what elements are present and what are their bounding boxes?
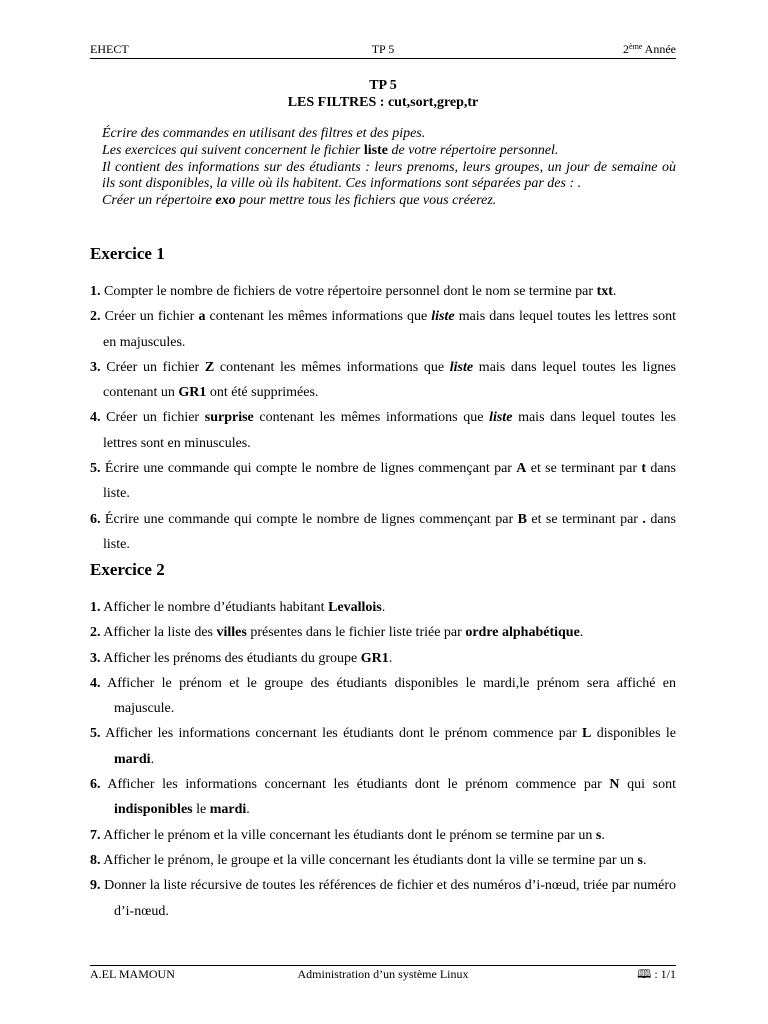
intro-line: Écrire des commandes en utilisant des filtres et des pipes.	[102, 126, 426, 141]
footer-course: Administration d’un système Linux	[297, 967, 469, 981]
list-item: 8. Afficher le prénom, le groupe et la ville concernant les étudiants dont la ville se termine par un s.	[90, 852, 647, 868]
document-subtitle: LES FILTRES : cut,sort,grep,tr	[287, 95, 479, 110]
header-school: EHECT	[90, 42, 129, 56]
intro-line: Il contient des informations sur des étudiants : leurs prenoms, leurs groupes, un jour de semaine où ils sont disponibles, la ville où ils habitent. Ces informations sont séparées par des : .	[102, 159, 676, 192]
list-item: 2. Créer un fichier a contenant les mêmes informations que liste mais dans lequel toutes les lettres sont en majuscules.	[90, 309, 677, 350]
header-tp: TP 5	[371, 42, 395, 56]
exercise-2-list	[90, 595, 676, 924]
list-item: 3. Afficher les prénoms des étudiants du groupe GR1.	[90, 650, 393, 666]
list-item: 6. Afficher les informations concernant les étudiants dont le prénom commence par N qui sont indisponibles le mardi.	[90, 777, 676, 818]
list-item: 3. Créer un fichier Z contenant les mêmes informations que liste mais dans lequel toutes les lignes contenant un GR1 ont été supprimées.	[90, 359, 676, 401]
document-title: TP 5	[369, 78, 397, 93]
exercise-1-list	[90, 279, 676, 557]
list-item: 2. Afficher la liste des villes présentes dans le fichier liste triée par ordre alphabétique.	[90, 625, 584, 641]
list-item: 4. Afficher le prénom et le groupe des étudiants disponibles le mardi,le prénom sera affiché en majuscule.	[90, 675, 676, 717]
intro-line: Créer un répertoire exo pour mettre tous les fichiers que vous créerez.	[102, 193, 497, 209]
footer-page-number: 🕮 : 1/1	[637, 967, 676, 981]
page-footer	[90, 965, 676, 983]
exercise-2-heading: Exercice 2	[90, 560, 165, 579]
header-year: 2ème Année	[623, 42, 676, 56]
list-item: 7. Afficher le prénom et la ville concernant les étudiants dont le prénom se termine par un s.	[90, 827, 605, 843]
list-item: 9. Donner la liste récursive de toutes les références de fichier et des numéros d’i-nœud, triée par numéro d’i-nœud.	[90, 878, 676, 919]
list-item: 4. Créer un fichier surprise contenant les mêmes informations que liste mais dans lequel toutes les lettres sont en minuscules.	[90, 410, 677, 451]
footer-author: A.EL MAMOUN	[90, 967, 175, 981]
exercise-1-heading: Exercice 1	[90, 244, 165, 263]
list-item: 6. Écrire une commande qui compte le nombre de lignes commençant par B et se terminant par . dans liste.	[90, 511, 676, 552]
intro-block	[102, 126, 676, 210]
list-item: 1. Compter le nombre de fichiers de votre répertoire personnel dont le nom se termine par txt.	[90, 284, 617, 299]
list-item: 5. Écrire une commande qui compte le nombre de lignes commençant par A et se terminant par t dans liste.	[90, 461, 677, 502]
list-item: 5. Afficher les informations concernant les étudiants dont le prénom commence par L disponibles le mardi.	[90, 726, 676, 767]
list-item: 1. Afficher le nombre d’étudiants habitant Levallois.	[90, 600, 386, 615]
page-header	[90, 41, 676, 59]
intro-line: Les exercices qui suivent concernent le fichier liste de votre répertoire personnel.	[102, 142, 559, 158]
